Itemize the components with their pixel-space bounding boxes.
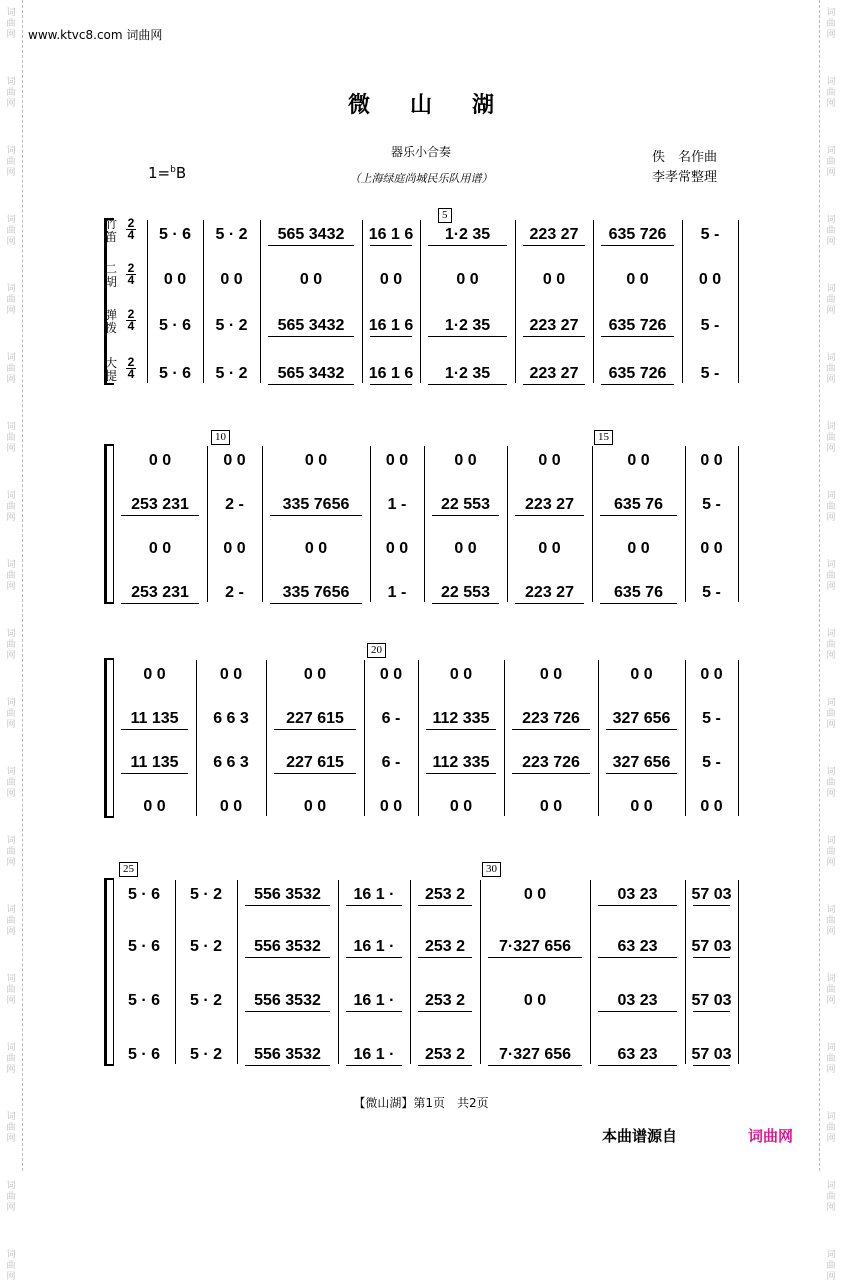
bar-line xyxy=(682,220,683,383)
beam xyxy=(515,603,584,604)
measure: 1 - xyxy=(387,584,407,601)
watermark-glyph-group: 词 曲 网 xyxy=(826,146,836,178)
measure: 16 1 6 xyxy=(368,365,414,382)
beam xyxy=(606,773,677,774)
measure: 0 0 xyxy=(700,798,723,815)
key-label: 1= xyxy=(148,164,171,182)
measure: 63 23 xyxy=(617,938,658,955)
time-signature-top: 2 xyxy=(127,355,135,369)
measure: 0 0 xyxy=(627,540,650,557)
beam xyxy=(121,603,199,604)
measure: 2 - xyxy=(225,496,244,513)
measure: 5 · 6 xyxy=(158,365,191,382)
measure: 16 1 6 xyxy=(368,317,414,334)
measure: 5 · 2 xyxy=(215,226,248,243)
measure: 0 0 xyxy=(303,666,327,683)
system-bracket-bottom xyxy=(104,602,114,604)
measure: 6 - xyxy=(381,754,401,771)
time-signature-top: 2 xyxy=(127,261,135,275)
measure: 5 - xyxy=(700,365,720,382)
time-signature-top: 2 xyxy=(127,307,135,321)
beam xyxy=(512,773,590,774)
measure: 0 0 xyxy=(627,452,650,469)
measure: 5 - xyxy=(702,496,721,513)
measure: 5 · 6 xyxy=(127,886,160,903)
watermark-glyph-group: 词 曲 网 xyxy=(826,974,836,1006)
measure: 227 615 xyxy=(286,710,344,727)
watermark-glyph-group: 词 曲 网 xyxy=(826,1043,836,1075)
beam xyxy=(693,1011,730,1012)
beam xyxy=(601,336,674,337)
measure: 0 0 xyxy=(523,886,547,903)
beam xyxy=(488,957,582,958)
time-signature xyxy=(126,218,136,241)
measure: 0 0 xyxy=(454,452,477,469)
beam xyxy=(346,1065,402,1066)
instrument-label-line: 二 xyxy=(104,262,117,276)
measure: 7·327 656 xyxy=(498,938,572,955)
watermark-glyph-group: 词 曲 网 xyxy=(6,629,16,661)
measure: 22 553 xyxy=(441,496,490,513)
measure: 253 231 xyxy=(131,496,189,513)
time-signature-bottom: 4 xyxy=(127,319,135,333)
measure: 5 - xyxy=(702,584,721,601)
beam xyxy=(268,245,354,246)
watermark-glyph-group: 词 曲 网 xyxy=(6,284,16,316)
measure: 223 27 xyxy=(525,584,574,601)
measure: 0 0 xyxy=(698,271,722,288)
measure: 0 0 xyxy=(700,452,723,469)
measure: 253 2 xyxy=(424,886,466,903)
measure: 0 0 xyxy=(630,666,653,683)
instrument-label-line: 弹 xyxy=(104,308,117,322)
instrument-label xyxy=(104,357,118,383)
beam xyxy=(693,905,730,906)
measure: 11 135 xyxy=(130,710,179,727)
instrument-label-line: 大 xyxy=(104,356,117,370)
beam xyxy=(601,384,674,385)
beam xyxy=(274,729,356,730)
watermark-glyph-group: 词 曲 网 xyxy=(6,905,16,937)
system-brace xyxy=(104,444,107,604)
measure: 5 · 2 xyxy=(189,992,222,1009)
measure: 6 - xyxy=(381,710,401,727)
bar-line xyxy=(420,220,421,383)
measure: 1·2 35 xyxy=(444,317,491,334)
beam xyxy=(523,336,585,337)
measure: 223 726 xyxy=(522,710,580,727)
measure: 16 1 · xyxy=(353,992,395,1009)
measure: 0 0 xyxy=(379,271,403,288)
bar-line xyxy=(237,880,238,1064)
measure: 223 27 xyxy=(529,317,579,334)
measure: 0 0 xyxy=(700,540,723,557)
watermark-glyph-group: 词 曲 网 xyxy=(826,836,836,868)
system-brace xyxy=(104,658,107,818)
source-label: 本曲谱源自 xyxy=(602,1127,678,1145)
beam xyxy=(245,1065,330,1066)
beam xyxy=(121,515,199,516)
measure: 5 · 6 xyxy=(127,938,160,955)
time-signature-bottom: 4 xyxy=(127,367,135,381)
watermark-glyph-group: 词 曲 网 xyxy=(6,767,16,799)
measure: 335 7656 xyxy=(282,584,350,601)
watermark-glyph-group: 词 曲 网 xyxy=(6,353,16,385)
measure: 253 231 xyxy=(131,584,189,601)
measure: 0 0 xyxy=(630,798,653,815)
measure: 0 0 xyxy=(299,271,323,288)
measure: 223 27 xyxy=(529,365,579,382)
beam xyxy=(270,603,362,604)
beam xyxy=(693,1065,730,1066)
measure: 0 0 xyxy=(223,540,246,557)
watermark-glyph-group: 词 曲 网 xyxy=(826,905,836,937)
measure: 03 23 xyxy=(617,992,658,1009)
brand-link[interactable]: 词曲网 xyxy=(748,1127,794,1145)
beam xyxy=(268,384,354,385)
beam xyxy=(245,905,330,906)
measure: 565 3432 xyxy=(277,365,345,382)
measure-number: 15 xyxy=(594,430,613,445)
measure-number: 5 xyxy=(438,208,452,223)
beam xyxy=(274,773,356,774)
measure: 7·327 656 xyxy=(498,1046,572,1063)
measure: 0 0 xyxy=(539,798,563,815)
instrument-label-line: 拨 xyxy=(104,321,117,335)
measure: 5 - xyxy=(702,710,721,727)
composer-credit: 佚 名作曲 xyxy=(652,150,718,165)
measure: 327 656 xyxy=(612,754,671,771)
measure: 57 03 xyxy=(691,938,732,955)
measure: 5 · 6 xyxy=(127,992,160,1009)
watermark-glyph-group: 词 曲 网 xyxy=(6,491,16,523)
measure: 0 0 xyxy=(385,540,409,557)
watermark-glyph-group: 词 曲 网 xyxy=(826,8,836,40)
beam xyxy=(245,957,330,958)
instrument-label xyxy=(104,309,118,335)
beam xyxy=(428,384,507,385)
measure: 5 - xyxy=(700,226,720,243)
measure: 112 335 xyxy=(432,710,490,727)
beam xyxy=(270,515,362,516)
measure: 327 656 xyxy=(612,710,671,727)
measure: 5 · 2 xyxy=(215,317,248,334)
subtitle: 器乐小合奏 xyxy=(390,145,451,159)
bar-line xyxy=(113,880,114,1064)
measure: 16 1 · xyxy=(353,886,395,903)
bar-line xyxy=(362,220,363,383)
measure: 253 2 xyxy=(424,992,466,1009)
measure-number: 30 xyxy=(482,862,501,877)
watermark-glyph-group: 词 曲 网 xyxy=(826,353,836,385)
instrument-label xyxy=(104,218,118,244)
measure: 5 · 2 xyxy=(189,938,222,955)
measure: 0 0 xyxy=(303,798,327,815)
bar-line xyxy=(685,880,686,1064)
watermark-glyph-group: 词 曲 网 xyxy=(6,974,16,1006)
measure: 0 0 xyxy=(449,798,473,815)
watermark-glyph-group: 词 曲 网 xyxy=(6,1250,16,1282)
measure: 1·2 35 xyxy=(444,226,491,243)
measure: 335 7656 xyxy=(282,496,350,513)
measure: 223 27 xyxy=(529,226,579,243)
measure: 5 · 2 xyxy=(215,365,248,382)
measure: 0 0 xyxy=(385,452,409,469)
beam xyxy=(418,1011,472,1012)
measure: 0 0 xyxy=(148,540,172,557)
instrument-label xyxy=(104,263,118,289)
measure: 5 · 6 xyxy=(158,226,191,243)
measure: 6 6 3 xyxy=(213,710,249,727)
watermark-glyph-group: 词 曲 网 xyxy=(6,1043,16,1075)
measure: 227 615 xyxy=(286,754,344,771)
system-bracket-bottom xyxy=(104,816,114,818)
measure: 6 6 3 xyxy=(213,754,249,771)
instrument-label-line: 竹 xyxy=(104,217,117,231)
measure: 0 0 xyxy=(219,666,243,683)
beam xyxy=(346,1011,402,1012)
bar-line xyxy=(738,880,739,1064)
measure: 253 2 xyxy=(424,938,466,955)
watermark-glyph-group: 词 曲 网 xyxy=(6,560,16,592)
beam xyxy=(432,515,499,516)
watermark-glyph-group: 词 曲 网 xyxy=(6,836,16,868)
time-signature-top: 2 xyxy=(127,216,135,230)
beam xyxy=(428,336,507,337)
beam xyxy=(512,729,590,730)
measure: 565 3432 xyxy=(277,226,345,243)
beam xyxy=(600,515,677,516)
beam xyxy=(606,729,677,730)
watermark-glyph-group: 词 曲 网 xyxy=(6,77,16,109)
watermark-glyph-group: 词 曲 网 xyxy=(826,215,836,247)
measure: 0 0 xyxy=(539,666,563,683)
key-note: B xyxy=(175,164,187,182)
measure: 16 1 6 xyxy=(368,226,414,243)
measure: 0 0 xyxy=(626,271,649,288)
instrument-label-line: 提 xyxy=(104,369,117,383)
measure: 0 0 xyxy=(143,666,166,683)
watermark-glyph-group: 词 曲 网 xyxy=(826,560,836,592)
beam xyxy=(121,729,188,730)
measure: 0 0 xyxy=(700,666,723,683)
measure: 0 0 xyxy=(304,452,328,469)
measure: 635 726 xyxy=(608,226,667,243)
beam xyxy=(426,773,496,774)
measure: 0 0 xyxy=(148,452,172,469)
beam xyxy=(370,336,412,337)
measure: 5 - xyxy=(702,754,721,771)
measure: 0 0 xyxy=(542,271,566,288)
bar-line xyxy=(738,220,739,383)
watermark-glyph-group: 词 曲 网 xyxy=(6,1112,16,1144)
measure: 57 03 xyxy=(691,992,732,1009)
measure: 57 03 xyxy=(691,886,732,903)
watermark-glyph-group: 词 曲 网 xyxy=(826,77,836,109)
measure: 223 27 xyxy=(525,496,574,513)
watermark-glyph-group: 词 曲 网 xyxy=(6,698,16,730)
measure: 556 3532 xyxy=(254,992,321,1009)
watermark-glyph-group: 词 曲 网 xyxy=(826,284,836,316)
page-title: 微山湖 xyxy=(347,93,534,118)
source-note: （上海绿庭尚城民乐队用谱） xyxy=(349,172,493,185)
beam xyxy=(598,957,677,958)
measure: 0 0 xyxy=(523,992,547,1009)
bar-line xyxy=(260,220,261,383)
bar-line xyxy=(175,880,176,1064)
measure: 0 0 xyxy=(456,271,479,288)
beam xyxy=(418,957,472,958)
bar-line xyxy=(738,660,739,816)
measure: 5 · 6 xyxy=(127,1046,160,1063)
measure: 556 3532 xyxy=(254,1046,321,1063)
measure: 556 3532 xyxy=(254,886,321,903)
watermark-glyph-group: 词 曲 网 xyxy=(6,215,16,247)
measure: 556 3532 xyxy=(254,938,321,955)
measure: 5 · 6 xyxy=(158,317,191,334)
system-brace xyxy=(104,878,107,1066)
watermark-glyph-group: 词 曲 网 xyxy=(826,698,836,730)
measure: 22 553 xyxy=(441,584,490,601)
time-signature-bottom: 4 xyxy=(127,273,135,287)
measure: 57 03 xyxy=(691,1046,732,1063)
measure: 0 0 xyxy=(163,271,187,288)
watermark-glyph-group: 词 曲 网 xyxy=(826,629,836,661)
time-signature xyxy=(126,357,136,380)
measure: 0 0 xyxy=(304,540,328,557)
beam xyxy=(523,384,585,385)
page-footer: 【微山湖】第1页 共2页 xyxy=(353,1096,489,1110)
measure: 0 0 xyxy=(219,798,243,815)
bar-line xyxy=(338,880,339,1064)
measure: 5 · 2 xyxy=(189,1046,222,1063)
measure: 2 - xyxy=(225,584,244,601)
measure: 1 - xyxy=(387,496,407,513)
measure: 112 335 xyxy=(432,754,490,771)
bar-line xyxy=(738,446,739,602)
watermark-glyph-group: 词 曲 网 xyxy=(826,1112,836,1144)
beam xyxy=(598,1011,677,1012)
watermark-glyph-group: 词 曲 网 xyxy=(6,8,16,40)
measure: 63 23 xyxy=(617,1046,658,1063)
watermark-glyph-group: 词 曲 网 xyxy=(826,767,836,799)
beam xyxy=(601,245,674,246)
arranger-credit: 李孝常整理 xyxy=(652,170,718,185)
beam xyxy=(418,1065,472,1066)
bar-line xyxy=(410,880,411,1064)
measure: 635 726 xyxy=(608,317,667,334)
beam xyxy=(523,245,585,246)
beam xyxy=(370,245,412,246)
measure: 0 0 xyxy=(143,798,166,815)
measure: 0 0 xyxy=(223,452,246,469)
measure: 253 2 xyxy=(424,1046,466,1063)
instrument-label-line: 笛 xyxy=(104,230,117,244)
beam xyxy=(121,773,188,774)
system-bracket-bottom xyxy=(104,1064,114,1066)
beam xyxy=(598,905,677,906)
measure: 0 0 xyxy=(379,798,403,815)
measure-number: 20 xyxy=(367,643,386,658)
watermark-glyph-group: 词 曲 网 xyxy=(6,146,16,178)
measure-number: 25 xyxy=(119,862,138,877)
beam xyxy=(346,905,402,906)
watermark-glyph-group: 词 曲 网 xyxy=(826,1250,836,1282)
measure: 03 23 xyxy=(617,886,658,903)
measure: 565 3432 xyxy=(277,317,345,334)
beam xyxy=(432,603,499,604)
measure: 1·2 35 xyxy=(444,365,491,382)
site-label[interactable]: www.ktvc8.com 词曲网 xyxy=(28,28,163,42)
watermark-glyph-group: 词 曲 网 xyxy=(826,422,836,454)
key-signature xyxy=(148,164,186,182)
beam xyxy=(598,1065,677,1066)
beam xyxy=(268,336,354,337)
time-signature xyxy=(126,309,136,332)
instrument-label-line: 胡 xyxy=(104,275,117,289)
measure: 16 1 · xyxy=(353,1046,395,1063)
measure: 0 0 xyxy=(379,666,403,683)
bar-line xyxy=(515,220,516,383)
beam xyxy=(370,384,412,385)
system-bracket-bottom xyxy=(104,383,114,385)
bar-line xyxy=(147,220,148,383)
measure: 635 76 xyxy=(614,496,663,513)
measure: 635 726 xyxy=(608,365,667,382)
measure: 16 1 · xyxy=(353,938,395,955)
beam xyxy=(426,729,496,730)
measure: 0 0 xyxy=(538,540,561,557)
beam xyxy=(600,603,677,604)
beam xyxy=(428,245,507,246)
beam xyxy=(488,1065,582,1066)
watermark-glyph-group: 词 曲 网 xyxy=(6,422,16,454)
bar-line xyxy=(480,880,481,1064)
watermark-glyph-group: 词 曲 网 xyxy=(6,1181,16,1213)
measure-number: 10 xyxy=(211,430,230,445)
measure: 0 0 xyxy=(454,540,477,557)
measure: 0 0 xyxy=(449,666,473,683)
measure: 5 · 2 xyxy=(189,886,222,903)
key-flat: b xyxy=(170,165,176,175)
beam xyxy=(515,515,584,516)
measure: 11 135 xyxy=(130,754,179,771)
measure: 223 726 xyxy=(522,754,580,771)
bar-line xyxy=(590,880,591,1064)
time-signature-bottom: 4 xyxy=(127,228,135,242)
watermark-glyph-group: 词 曲 网 xyxy=(826,491,836,523)
bar-line xyxy=(593,220,594,383)
measure: 0 0 xyxy=(220,271,243,288)
beam xyxy=(245,1011,330,1012)
measure: 0 0 xyxy=(538,452,561,469)
watermark-glyph-group: 词 曲 网 xyxy=(826,1181,836,1213)
bar-line xyxy=(203,220,204,383)
beam xyxy=(693,957,730,958)
beam xyxy=(346,957,402,958)
measure: 635 76 xyxy=(614,584,663,601)
beam xyxy=(418,905,472,906)
time-signature xyxy=(126,263,136,286)
measure: 5 - xyxy=(700,317,720,334)
